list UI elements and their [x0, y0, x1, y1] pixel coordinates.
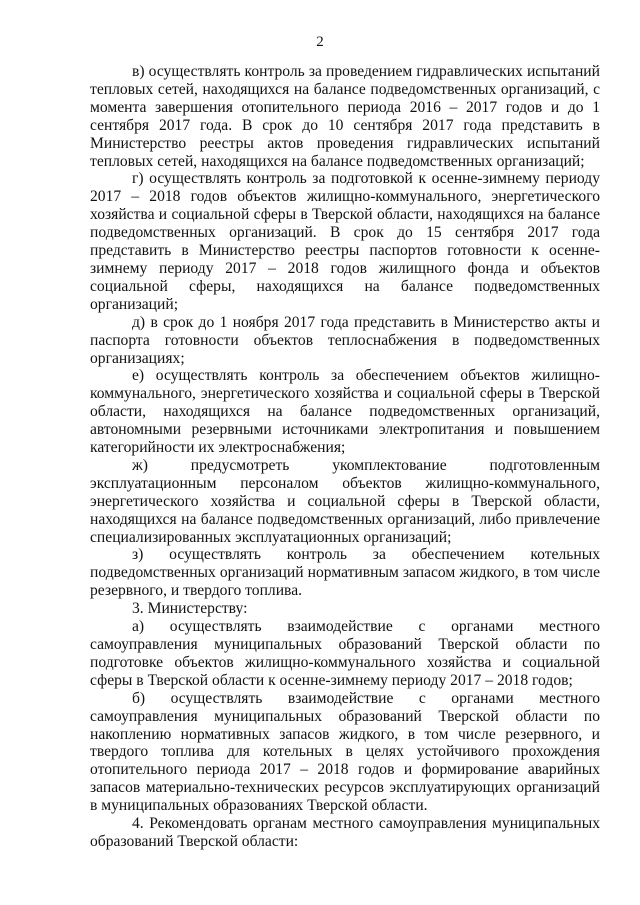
- paragraph-item-zh: ж) предусмотреть укомплектование подготовленным эксплуатационным персоналом объектов жилищно-коммунального, энергетического хозяйства и социальной сферы в Тверской области, находящихся на балансе подведомственных организаций, либо привлечение специализированных эксплуатационных организаций;: [90, 456, 600, 546]
- paragraph-item-v: в) осуществлять контроль за проведением гидравлических испытаний тепловых сетей, находящихся на балансе подведомственных организаций, с момента завершения отопительного периода 2016 – 2017 годов и до 1 сентября 2017 года. В срок до 10 сентября 2017 года представить в Министерство реестры актов проведения гидравлических испытаний тепловых сетей, находящихся на балансе подведомственных организаций;: [90, 63, 600, 170]
- page-number: 2: [316, 34, 324, 50]
- paragraph-item-a: а) осуществлять взаимодействие с органами местного самоуправления муниципальных образований Тверской области по подготовке объектов жилищно-коммунального хозяйства и социальной сферы в Тверской области к осенне-зимнему периоду 2017 – 2018 годов;: [90, 618, 600, 689]
- paragraph-item-g: г) осуществлять контроль за подготовкой к осенне-зимнему периоду 2017 – 2018 годов объектов жилищно-коммунального, энергетического хозяйства и социальной сферы в Тверской области, находящихся на балансе подведомственных организаций. В срок до 15 сентября 2017 года представить в Министерство реестры паспортов готовности к осенне-зимнему периоду 2017 – 2018 годов жилищного фонда и объектов социальной сферы, находящихся на балансе подведомственных организаций;: [90, 170, 600, 313]
- paragraph-item-z: з) осуществлять контроль за обеспечением котельных подведомственных организаций нормативным запасом жидкого, в том числе резервного, и твердого топлива.: [90, 546, 600, 600]
- paragraph-section-3-heading: 3. Министерству:: [132, 600, 248, 618]
- paragraph-item-d: д) в срок до 1 ноября 2017 года представить в Министерство акты и паспорта готовности объектов теплоснабжения в подведомственных организациях;: [90, 313, 600, 367]
- paragraph-item-b: б) осуществлять взаимодействие с органами местного самоуправления муниципальных образований Тверской области по накоплению нормативных запасов жидкого, в том числе резервного, и твердого топлива для котельных в целях устойчивого прохождения отопительного периода 2017 – 2018 годов и формирование аварийных запасов материально-технических ресурсов эксплуатирующих организаций в муниципальных образованиях Тверской области.: [90, 689, 600, 815]
- paragraph-section-4: 4. Рекомендовать органам местного самоуправления муниципальных образований Тверской области:: [90, 815, 600, 850]
- paragraph-item-e: е) осуществлять контроль за обеспечением объектов жилищно-коммунального, энергетического хозяйства и социальной сферы в Тверской области, находящихся на балансе подведомственных организаций, автономными резервными источниками электропитания и повышением категорийности их электроснабжения;: [90, 367, 600, 457]
- document-body: [90, 63, 600, 851]
